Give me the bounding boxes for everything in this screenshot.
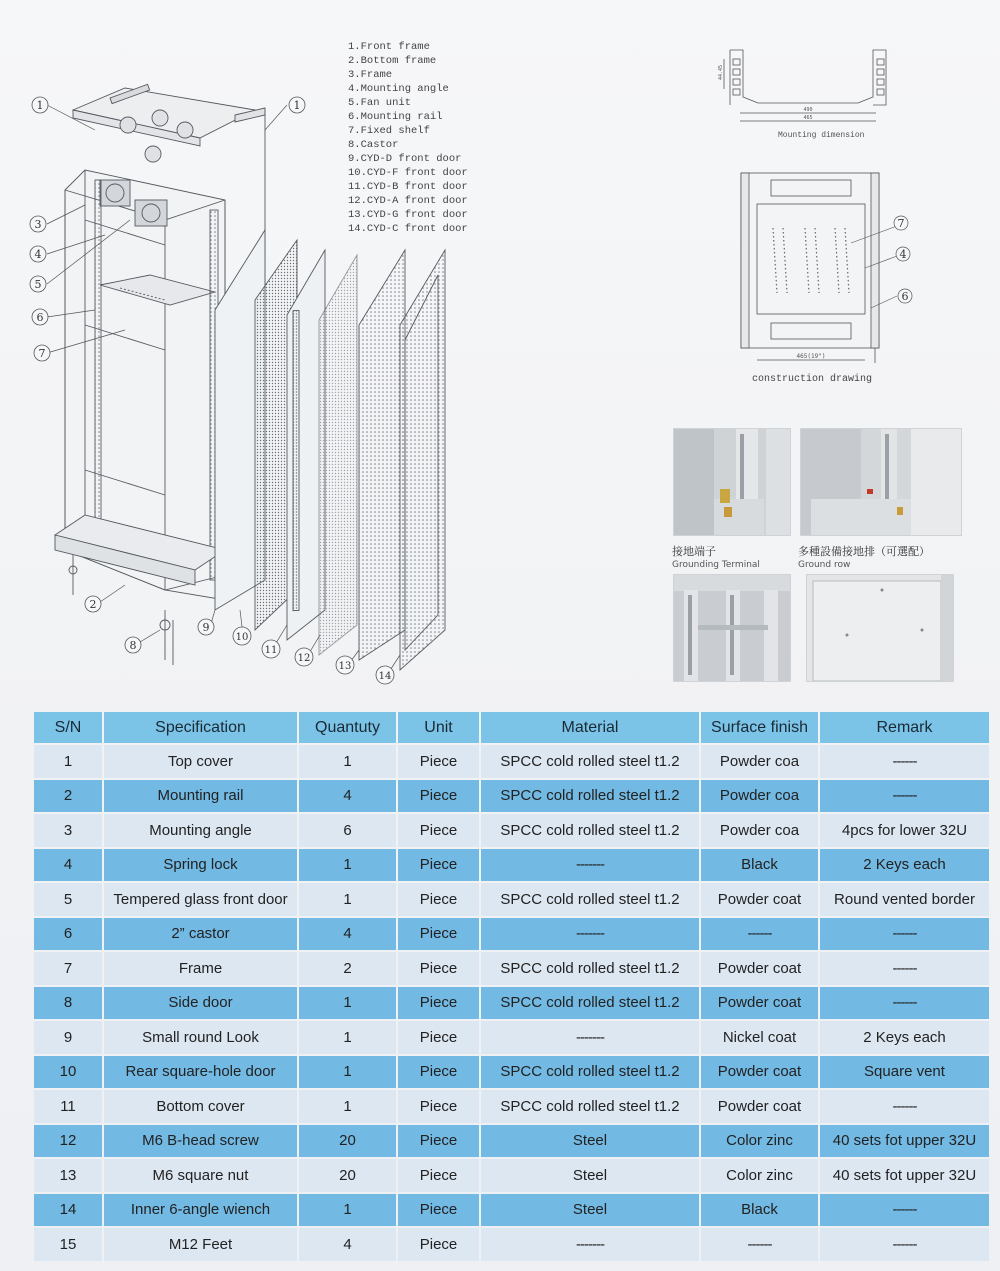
callout-label: 2 <box>89 598 97 611</box>
legend-item: 13.CYD-G front door <box>348 209 468 221</box>
header-sn: S/N <box>34 712 102 743</box>
cell-remark: 2 Keys each <box>820 849 989 882</box>
table-row <box>34 1125 989 1158</box>
cell-sn: 2 <box>34 780 102 813</box>
cell-unit: Piece <box>398 814 479 847</box>
cell-surface-finish: ------ <box>701 918 818 951</box>
cell-sn: 7 <box>34 952 102 985</box>
cell-remark: ------ <box>820 1194 989 1227</box>
cell-surface-finish: Powder coa <box>701 745 818 778</box>
cell-quantity: 1 <box>299 849 396 882</box>
callout-label: 11 <box>264 645 278 656</box>
callout-label: 7 <box>38 347 46 360</box>
table-row <box>34 987 989 1020</box>
callout-5 <box>30 276 46 292</box>
cell-sn: 10 <box>34 1056 102 1089</box>
cell-quantity: 1 <box>299 883 396 916</box>
cell-remark: 40 sets fot upper 32U <box>820 1159 989 1192</box>
table-header-row <box>34 712 989 743</box>
table-row <box>34 1228 989 1261</box>
callout-label: 13 <box>338 661 352 672</box>
legend-item: 9.CYD-D front door <box>348 153 462 165</box>
grounding-terminal-caption <box>672 543 760 570</box>
cell-surface-finish: Color zinc <box>701 1125 818 1158</box>
caption-cn: 接地端子 <box>672 545 716 558</box>
legend-item: 8.Castor <box>348 139 399 151</box>
cell-material: Steel <box>481 1125 699 1158</box>
construction-callout-4: 4 <box>899 248 907 261</box>
header-remark: Remark <box>820 712 989 743</box>
cell-sn: 15 <box>34 1228 102 1261</box>
cell-surface-finish: Powder coat <box>701 987 818 1020</box>
cell-specification: Spring lock <box>104 849 297 882</box>
cell-sn: 9 <box>34 1021 102 1054</box>
cell-quantity: 4 <box>299 918 396 951</box>
header-material: Material <box>481 712 699 743</box>
cell-sn: 12 <box>34 1125 102 1158</box>
header-quantity: Quantuty <box>299 712 396 743</box>
cell-material: SPCC cold rolled steel t1.2 <box>481 814 699 847</box>
cell-surface-finish: Black <box>701 1194 818 1227</box>
cell-specification: Small round Look <box>104 1021 297 1054</box>
cell-sn: 14 <box>34 1194 102 1227</box>
cell-surface-finish: Black <box>701 849 818 882</box>
cell-remark: Square vent <box>820 1056 989 1089</box>
cell-material: ------- <box>481 1228 699 1261</box>
cell-material: ------- <box>481 918 699 951</box>
cell-unit: Piece <box>398 987 479 1020</box>
legend-item: 4.Mounting angle <box>348 83 449 95</box>
callout-label: 3 <box>34 218 42 231</box>
cell-quantity: 1 <box>299 1056 396 1089</box>
cell-sn: 3 <box>34 814 102 847</box>
cell-unit: Piece <box>398 918 479 951</box>
cell-surface-finish: Powder coat <box>701 1056 818 1089</box>
cell-unit: Piece <box>398 780 479 813</box>
cell-specification: M12 Feet <box>104 1228 297 1261</box>
cell-material: ------- <box>481 849 699 882</box>
legend-item: 2.Bottom frame <box>348 55 437 67</box>
cell-surface-finish: Powder coat <box>701 1090 818 1123</box>
legend-item: 10.CYD-F front door <box>348 167 468 179</box>
cell-unit: Piece <box>398 1125 479 1158</box>
cell-remark: ------ <box>820 987 989 1020</box>
callout-label: 10 <box>235 632 249 643</box>
legend-item: 3.Frame <box>348 69 393 81</box>
legend-item: 5.Fan unit <box>348 97 412 109</box>
cell-quantity: 20 <box>299 1125 396 1158</box>
cell-material: SPCC cold rolled steel t1.2 <box>481 987 699 1020</box>
cell-quantity: 1 <box>299 1194 396 1227</box>
caption-en: Grounding Terminal <box>672 560 760 570</box>
cell-unit: Piece <box>398 1090 479 1123</box>
cell-unit: Piece <box>398 1228 479 1261</box>
table-row <box>34 1056 989 1089</box>
cell-specification: Tempered glass front door <box>104 883 297 916</box>
cell-quantity: 1 <box>299 745 396 778</box>
cell-remark: 4pcs for lower 32U <box>820 814 989 847</box>
cell-remark: ------ <box>820 952 989 985</box>
callout-1b <box>289 97 305 113</box>
callout-8 <box>125 637 141 653</box>
cell-sn: 13 <box>34 1159 102 1192</box>
dim-top: 490 <box>803 107 813 113</box>
grounding-terminal-photo <box>673 428 791 536</box>
header-specification: Specification <box>104 712 297 743</box>
cell-remark: ------ <box>820 1090 989 1123</box>
table-row <box>34 1021 989 1054</box>
callout-label: 5 <box>34 278 42 291</box>
dim-bottom: 465 <box>803 115 813 121</box>
cell-unit: Piece <box>398 1159 479 1192</box>
caption-cn: 多種設備接地排（可選配） <box>798 545 930 558</box>
table-row <box>34 1194 989 1227</box>
cell-sn: 4 <box>34 849 102 882</box>
construction-callout-7: 7 <box>897 217 905 230</box>
cell-quantity: 6 <box>299 814 396 847</box>
cell-specification: Frame <box>104 952 297 985</box>
cell-remark: ------ <box>820 918 989 951</box>
mounting-rail-photo <box>673 574 791 682</box>
table-row <box>34 745 989 778</box>
header-surface-finish: Surface finish <box>701 712 818 743</box>
cell-surface-finish: Nickel coat <box>701 1021 818 1054</box>
mounting-dimension-caption: Mounting dimension <box>778 131 865 140</box>
cell-surface-finish: Powder coa <box>701 814 818 847</box>
cell-specification: Mounting angle <box>104 814 297 847</box>
cell-surface-finish: Powder coat <box>701 883 818 916</box>
cell-sn: 11 <box>34 1090 102 1123</box>
callout-label: 14 <box>378 671 392 682</box>
legend-item: 1.Front frame <box>348 41 430 53</box>
construction-drawing-caption: construction drawing <box>752 374 873 385</box>
callout-1a <box>32 97 48 113</box>
cell-remark: ------ <box>820 1228 989 1261</box>
table-row <box>34 952 989 985</box>
callout-6 <box>32 309 48 325</box>
cell-material: Steel <box>481 1194 699 1227</box>
table-body <box>34 745 989 1261</box>
table-row <box>34 1159 989 1192</box>
cell-material: SPCC cold rolled steel t1.2 <box>481 745 699 778</box>
cell-specification: Rear square-hole door <box>104 1056 297 1089</box>
cell-material: SPCC cold rolled steel t1.2 <box>481 952 699 985</box>
table-row <box>34 849 989 882</box>
cell-surface-finish: Color zinc <box>701 1159 818 1192</box>
callout-11 <box>262 640 280 658</box>
cell-surface-finish: Powder coa <box>701 780 818 813</box>
cell-specification: 2” castor <box>104 918 297 951</box>
cell-surface-finish: ------ <box>701 1228 818 1261</box>
callout-label: 8 <box>129 639 137 652</box>
callout-label: 1 <box>36 99 44 112</box>
cell-material: SPCC cold rolled steel t1.2 <box>481 780 699 813</box>
ground-row-caption <box>798 543 930 570</box>
cell-quantity: 4 <box>299 780 396 813</box>
callout-7 <box>34 345 50 361</box>
callout-14 <box>376 666 394 684</box>
callout-3 <box>30 216 46 232</box>
construction-width-label: 465(19") <box>796 353 826 360</box>
cell-remark: Round vented border <box>820 883 989 916</box>
callout-label: 6 <box>36 311 44 324</box>
ground-row-photo <box>800 428 962 536</box>
cell-unit: Piece <box>398 745 479 778</box>
cell-specification: Top cover <box>104 745 297 778</box>
cell-sn: 8 <box>34 987 102 1020</box>
cell-quantity: 20 <box>299 1159 396 1192</box>
callout-4 <box>30 246 46 262</box>
cell-quantity: 1 <box>299 987 396 1020</box>
cell-unit: Piece <box>398 1194 479 1227</box>
cell-unit: Piece <box>398 952 479 985</box>
caption-en: Ground row <box>798 560 851 570</box>
cell-remark: ------ <box>820 745 989 778</box>
header-unit: Unit <box>398 712 479 743</box>
table-row <box>34 918 989 951</box>
callout-13 <box>336 656 354 674</box>
cell-unit: Piece <box>398 849 479 882</box>
cell-material: Steel <box>481 1159 699 1192</box>
cell-unit: Piece <box>398 883 479 916</box>
cell-material: SPCC cold rolled steel t1.2 <box>481 1090 699 1123</box>
cell-sn: 6 <box>34 918 102 951</box>
cell-specification: Mounting rail <box>104 780 297 813</box>
cell-specification: M6 square nut <box>104 1159 297 1192</box>
cell-specification: M6 B-head screw <box>104 1125 297 1158</box>
cell-remark: 40 sets fot upper 32U <box>820 1125 989 1158</box>
cell-material: ------- <box>481 1021 699 1054</box>
dim-vertical: 44.45 <box>718 64 724 80</box>
cell-quantity: 4 <box>299 1228 396 1261</box>
callout-label: 4 <box>34 248 42 261</box>
cell-remark: 2 Keys each <box>820 1021 989 1054</box>
table-row <box>34 1090 989 1123</box>
table-row <box>34 883 989 916</box>
callout-12 <box>295 648 313 666</box>
cell-sn: 5 <box>34 883 102 916</box>
cell-specification: Inner 6-angle wiench <box>104 1194 297 1227</box>
cell-unit: Piece <box>398 1021 479 1054</box>
callout-2 <box>85 596 101 612</box>
cell-quantity: 2 <box>299 952 396 985</box>
legend-item: 6.Mounting rail <box>348 111 443 123</box>
construction-drawing <box>735 168 915 368</box>
legend-item: 11.CYD-B front door <box>348 181 468 193</box>
callout-9 <box>198 619 214 635</box>
construction-callout-6: 6 <box>901 290 909 303</box>
table-row <box>34 814 989 847</box>
specification-table <box>32 710 991 1263</box>
cell-remark: ------ <box>820 780 989 813</box>
callout-label: 9 <box>202 621 210 634</box>
callout-label: 1 <box>293 99 301 112</box>
legend-item: 12.CYD-A front door <box>348 195 468 207</box>
cell-specification: Bottom cover <box>104 1090 297 1123</box>
parts-legend <box>348 40 468 236</box>
legend-item: 7.Fixed shelf <box>348 125 430 137</box>
cell-sn: 1 <box>34 745 102 778</box>
side-panel-photo <box>806 574 954 682</box>
cell-unit: Piece <box>398 1056 479 1089</box>
legend-item: 14.CYD-C front door <box>348 223 468 235</box>
table-row <box>34 780 989 813</box>
cell-material: SPCC cold rolled steel t1.2 <box>481 883 699 916</box>
cell-surface-finish: Powder coat <box>701 952 818 985</box>
callout-label: 12 <box>297 653 311 664</box>
callout-10 <box>233 627 251 645</box>
cell-specification: Side door <box>104 987 297 1020</box>
cell-material: SPCC cold rolled steel t1.2 <box>481 1056 699 1089</box>
mounting-dimension-drawing <box>718 45 900 145</box>
cell-quantity: 1 <box>299 1090 396 1123</box>
cell-quantity: 1 <box>299 1021 396 1054</box>
